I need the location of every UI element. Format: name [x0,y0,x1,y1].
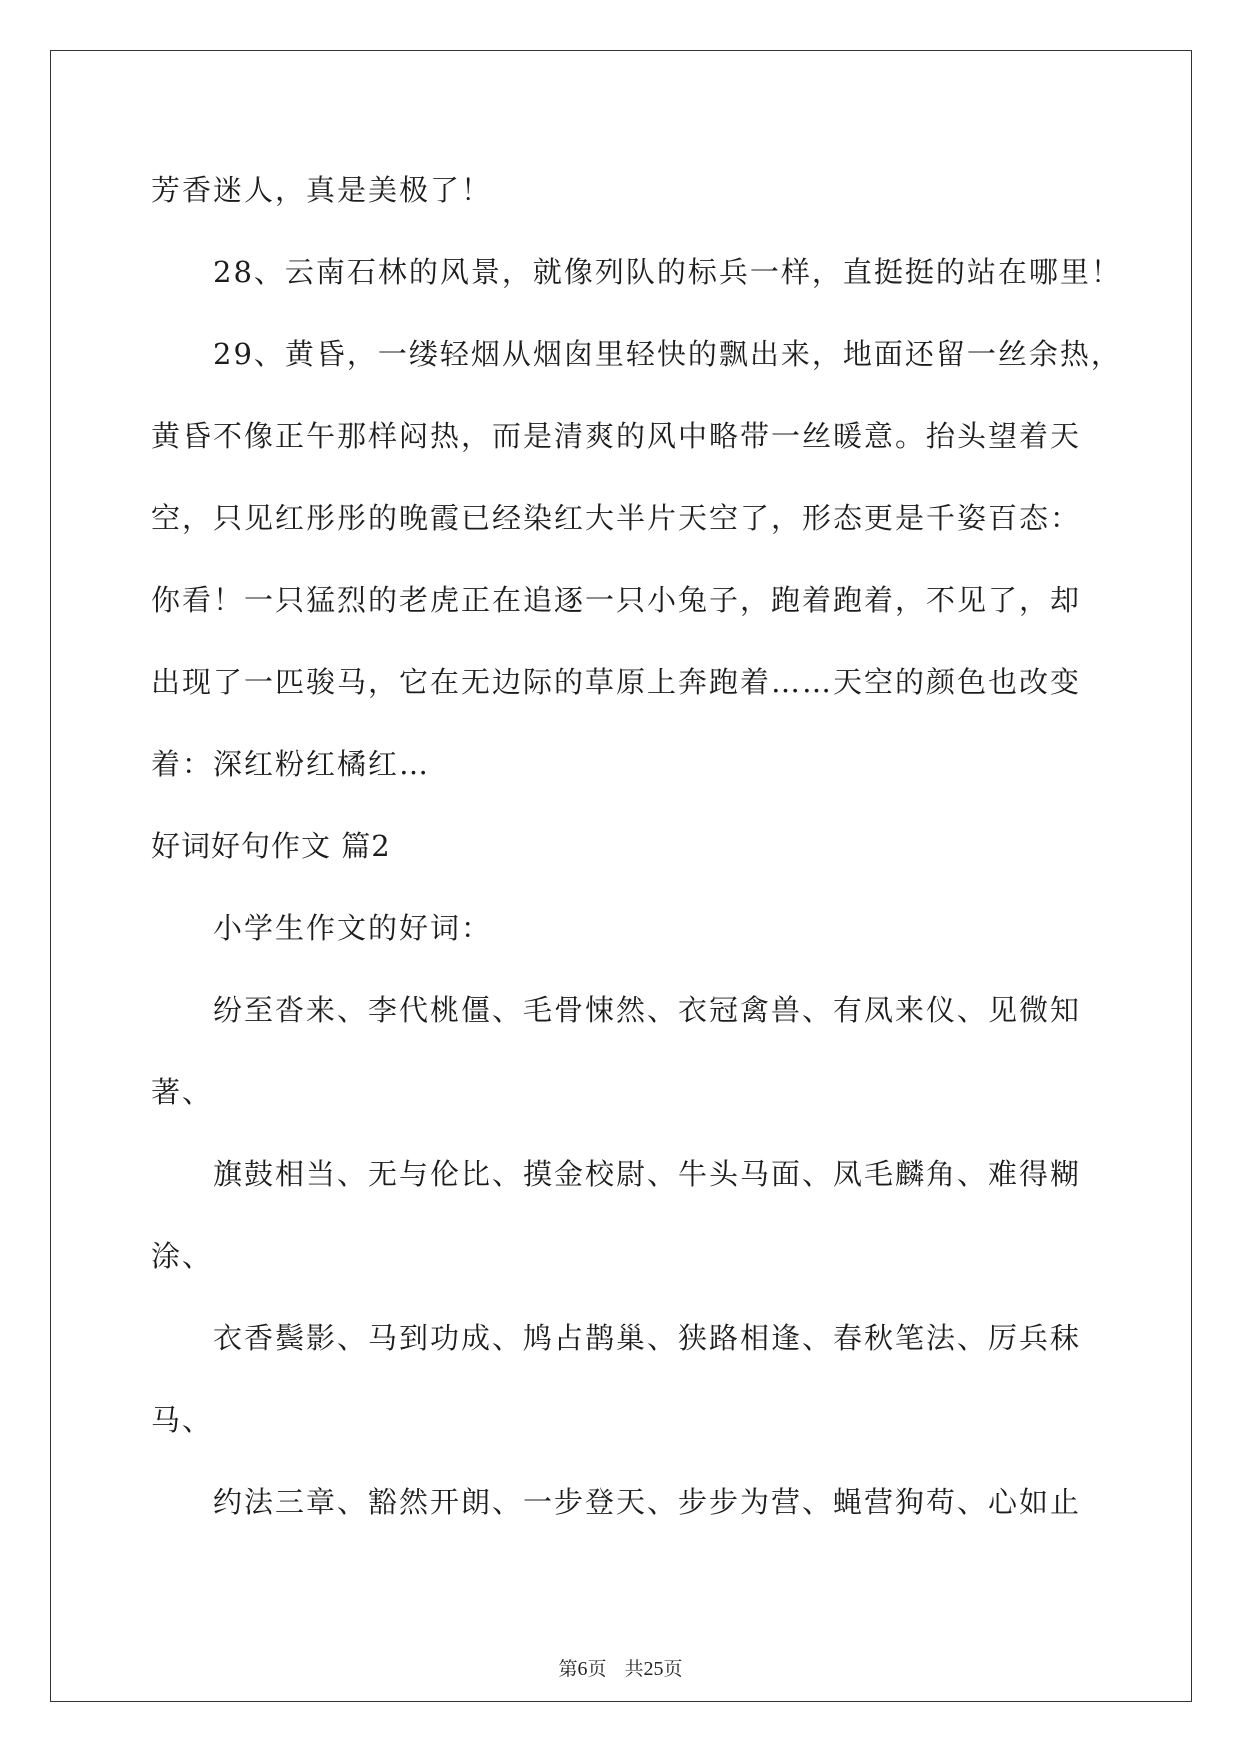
text-line: 黄昏不像正午那样闷热，而是清爽的风中略带一丝暖意。抬头望着天 [151,419,1082,453]
text-line: 出现了一匹骏马，它在无边际的草原上奔跑着……天空的颜色也改变 [151,665,1082,699]
total-suffix: 页 [663,1658,683,1680]
text-line: 你看！一只猛烈的老虎正在追逐一只小兔子，跑着跑着，不见了，却 [151,583,1082,617]
page-suffix: 页 [587,1658,607,1680]
text-line: 小学生作文的好词： [213,911,493,945]
text-line: 著、 [151,1075,214,1109]
text-line: 29、黄昏，一缕轻烟从烟囱里轻快的飘出来，地面还留一丝余热， [213,337,1122,371]
page-number: 6 [577,1658,588,1680]
section-heading: 好词好句作文 篇2 [151,829,391,863]
page-prefix: 第 [558,1658,578,1680]
text-line: 空，只见红彤彤的晚霞已经染红大半片天空了，形态更是千姿百态： [151,501,1082,535]
text-line: 芳香迷人，真是美极了！ [151,173,493,207]
text-line: 纷至沓来、李代桃僵、毛骨悚然、衣冠禽兽、有凤来仪、见微知 [213,993,1082,1027]
text-line: 衣香鬓影、马到功成、鸠占鹊巢、狭路相逢、春秋笔法、厉兵秣 [213,1321,1082,1355]
total-prefix: 共 [624,1658,644,1680]
text-line: 28、云南石林的风景，就像列队的标兵一样，直挺挺的站在哪里！ [213,255,1122,289]
text-line: 马、 [151,1403,214,1437]
text-line: 旗鼓相当、无与伦比、摸金校尉、牛头马面、凤毛麟角、难得糊 [213,1157,1082,1191]
text-line: 涂、 [151,1239,214,1273]
text-line: 着：深红粉红橘红… [151,747,431,781]
page-border [50,50,1192,1702]
page-footer [0,1656,1241,1682]
text-line: 约法三章、豁然开朗、一步登天、步步为营、蝇营狗苟、心如止 [213,1485,1082,1519]
total-pages: 25 [643,1658,664,1680]
